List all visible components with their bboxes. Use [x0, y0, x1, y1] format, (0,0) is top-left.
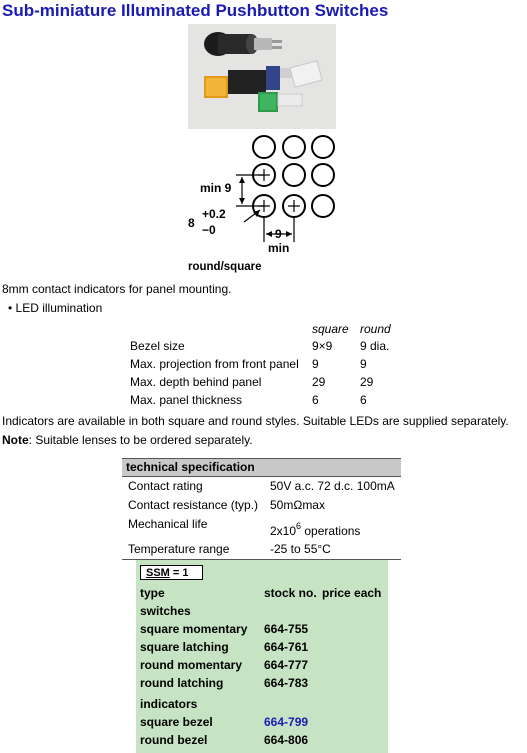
- cutout-circle: [312, 195, 334, 217]
- dimensions-row: [130, 373, 391, 391]
- order-header-type: type: [140, 586, 165, 600]
- order-item-stock-link[interactable]: 664-799: [264, 715, 309, 729]
- order-item-type: round latching: [140, 676, 224, 690]
- min-9-top-label: min 9: [200, 181, 232, 195]
- spec-value-suffix: operations: [301, 524, 361, 538]
- intro-text: 8mm contact indicators for panel mounting.: [2, 282, 232, 296]
- tolerance-plus-label: +0.2: [202, 207, 226, 221]
- spec-heading: technical specification: [122, 458, 401, 477]
- dimension-square-value: 9×9: [312, 339, 333, 353]
- spec-value: 50V a.c. 72 d.c. 100mA: [270, 479, 395, 493]
- dimensions-row: [130, 337, 391, 355]
- note-text: : Suitable lenses to be ordered separately.: [28, 433, 253, 447]
- spec-row: [122, 515, 401, 540]
- spec-row: [122, 540, 401, 559]
- spec-value: 50mΩmax: [270, 498, 325, 512]
- dimension-label: Max. depth behind panel: [130, 375, 262, 389]
- dimension-label: Max. projection from front panel: [130, 357, 299, 371]
- dimension-square-value: 6: [312, 393, 319, 407]
- technical-specification-table: [122, 458, 401, 560]
- spec-label: Contact rating: [128, 479, 203, 493]
- ssm-quantity: = 1: [172, 567, 189, 579]
- spec-value: -25 to 55°C: [270, 542, 331, 556]
- tolerance-main-label: 8: [188, 216, 195, 230]
- feature-bullet: • LED illumination: [8, 301, 103, 315]
- dimensions-row: [130, 391, 391, 409]
- cutout-circle: [253, 136, 275, 158]
- dimension-square-value: 29: [312, 375, 326, 389]
- min-9-bottom-value: 9: [275, 227, 282, 241]
- cutout-circle: [312, 164, 334, 186]
- order-item-type: round bezel: [140, 733, 208, 747]
- dimensions-table: [130, 321, 391, 409]
- note-label: Note: [2, 433, 29, 447]
- dimensions-header-round: round: [360, 322, 391, 336]
- order-item-stock: 664-777: [264, 658, 309, 672]
- spec-row: [122, 477, 401, 496]
- order-item-type: round momentary: [140, 658, 243, 672]
- spec-row: [122, 496, 401, 515]
- tolerance-minus-label: −0: [202, 223, 216, 237]
- dimension-label: Max. panel thickness: [130, 393, 243, 407]
- panel-cutout-drawing: [180, 130, 340, 260]
- order-header-stock: stock no.: [264, 586, 317, 600]
- order-item-stock: 664-783: [264, 676, 309, 690]
- ssm-badge: [140, 565, 203, 580]
- dimension-square-value: 9: [312, 357, 319, 371]
- min-9-bottom-label: min: [268, 241, 290, 255]
- note-paragraph: [2, 433, 253, 447]
- order-item-type: square latching: [140, 640, 229, 654]
- product-photo: [188, 24, 336, 129]
- spec-value-base: 2x10: [270, 524, 297, 538]
- dimension-round-value: 6: [360, 393, 367, 407]
- order-group-switches: switches: [140, 604, 191, 618]
- cutout-circle: [283, 136, 305, 158]
- dimension-round-value: 9 dia.: [360, 339, 390, 353]
- spec-label: Mechanical life: [128, 517, 208, 531]
- page-title: Sub-miniature Illuminated Pushbutton Switches: [2, 1, 389, 20]
- order-group-indicators: indicators: [140, 697, 198, 711]
- dimensions-row: [130, 355, 391, 373]
- order-header-price: price each: [322, 586, 382, 600]
- cutout-circle: [283, 164, 305, 186]
- drawing-caption: round/square: [188, 261, 262, 273]
- cutout-circle: [312, 136, 334, 158]
- order-item-stock: 664-755: [264, 622, 309, 636]
- dimension-label: Bezel size: [130, 339, 185, 353]
- styles-paragraph: Indicators are available in both square and round styles. Suitable LEDs are supplied separately.: [2, 414, 509, 428]
- ssm-code: SSM: [146, 567, 170, 579]
- order-item-type: square bezel: [140, 715, 213, 729]
- dimension-round-value: 29: [360, 375, 374, 389]
- order-item-type: square momentary: [140, 622, 248, 636]
- spec-value: [270, 521, 360, 538]
- spec-label: Temperature range: [128, 542, 230, 556]
- spec-value-exponent: 6: [296, 521, 302, 531]
- dimensions-header-square: square: [312, 322, 349, 336]
- order-item-stock: 664-806: [264, 733, 309, 747]
- order-item-stock: 664-761: [264, 640, 309, 654]
- dimension-round-value: 9: [360, 357, 367, 371]
- spec-label: Contact resistance (typ.): [128, 498, 259, 512]
- ordering-panel: [136, 560, 388, 753]
